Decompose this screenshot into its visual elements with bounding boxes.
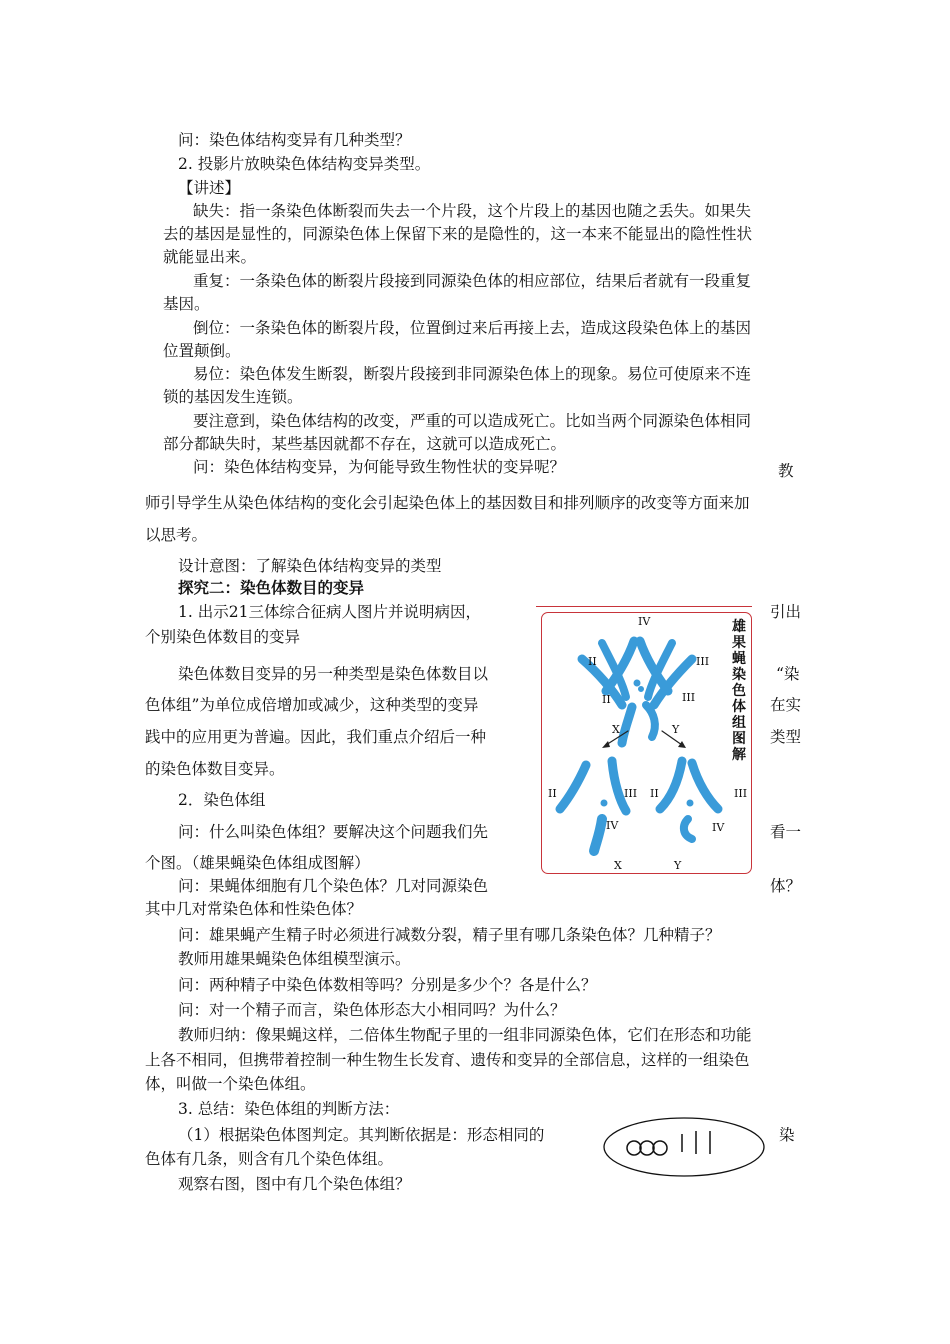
text-line-tra2: 锁的基因发生连锁。 [163, 388, 303, 406]
text-line-note1: 要注意到，染色体结构的改变，严重的可以造成死亡。比如当两个同源染色体相同 [193, 412, 752, 430]
text-line-teach1: 师引导学生从染色体结构的变化会引起染色体上的基因数目和排列顺序的改变等方面来加 [145, 494, 750, 512]
text-line-p2a: 染色体数目变异的另一种类型是染色体数目以 [178, 665, 489, 683]
label-ii-top: II [588, 655, 597, 668]
text-line-p10c: 体，叫做一个染色体组。 [145, 1075, 316, 1093]
label-iv-right-gamete: IV [712, 821, 725, 834]
gamete-y-chromosome-ii [660, 761, 682, 809]
text-line-step2: 2. 投影片放映染色体结构变异类型。 [178, 155, 431, 173]
text-line-p4c: 个图。（雄果蝇染色体组成图解） [145, 854, 370, 872]
label-x-top: X [612, 723, 620, 736]
label-ii-mid: II [602, 693, 611, 706]
fruit-fly-chromosome-diagram [541, 612, 752, 874]
text-line-p10a: 教师归纳：像果蝇这样，二倍体生物配子里的一组非同源染色体，它们在形态和功能 [178, 1026, 752, 1044]
text-line-p5a: 问：果蝇体细胞有几个染色体？几对同源染色 [178, 877, 489, 895]
label-iv-left-gamete: IV [606, 819, 619, 832]
text-line-p12b: 染 [779, 1126, 795, 1144]
text-line-p7: 教师用雄果蝇染色体组模型演示。 [178, 950, 411, 968]
text-line-p1c: 个别染色体数目的变异 [145, 628, 301, 646]
text-line-p2f: 类型 [770, 728, 802, 746]
text-line-q-why: 问：染色体结构变异，为何能导致生物性状的变异呢？ [193, 458, 566, 476]
label-ii-right-gamete: II [650, 787, 659, 800]
gamete-y-chromosome-iii [692, 763, 718, 809]
text-line-explore2: 探究二：染色体数目的变异 [178, 578, 365, 597]
chromosome-iv-dot-2 [639, 687, 644, 692]
text-line-teach-a: 教 [778, 462, 794, 480]
label-x-bottom: X [614, 859, 622, 872]
text-line-p2b: “染 [776, 665, 800, 683]
ellipse-outline [604, 1118, 764, 1176]
text-line-p2c: 色体组”为单位成倍增加或减少，这种类型的变异 [145, 696, 479, 714]
text-line-p12a: （1）根据染色体图判定。其判断依据是：形态相同的 [178, 1126, 545, 1144]
text-line-note2: 部分都缺失时，某些基因就都不存在，这就可以造成死亡。 [163, 435, 567, 453]
divider-line [536, 606, 752, 607]
text-line-p6: 问：雄果蝇产生精子时必须进行减数分裂，精子里有哪几条染色体？几种精子？ [178, 926, 721, 944]
text-line-p11: 3. 总结：染色体组的判断方法： [178, 1100, 400, 1118]
text-line-del1: 缺失：指一条染色体断裂而失去一个片段，这个片段上的基因也随之丢失。如果失 [193, 202, 752, 220]
round-chromosome-3 [653, 1141, 667, 1155]
text-line-p5b: 体？ [770, 877, 802, 895]
text-line-p10b: 上各不相同，但携带着控制一种生物生长发育、遗传和变异的全部信息，这样的一组染色 [145, 1051, 750, 1069]
label-y-top: Y [672, 723, 680, 736]
text-line-p8: 问：两种精子中染色体数相等吗？分别是多少个？各是什么？ [178, 976, 597, 994]
text-line-p1b: 引出 [770, 603, 802, 621]
text-line-p13: 观察右图，图中有几个染色体组？ [178, 1175, 411, 1193]
label-iii-mid: III [682, 691, 696, 704]
text-line-del2: 去的基因是显性的，同源染色体上保留下来的是隐性的，这一本来不能显出的隐性性状 [163, 225, 753, 243]
round-chromosome-1 [627, 1141, 641, 1155]
text-line-p2e: 践中的应用更为普遍。因此，我们重点介绍后一种 [145, 728, 487, 746]
gamete-x-chromosome-iii [612, 761, 626, 811]
text-line-dup1: 重复：一条染色体的断裂片段接到同源染色体的相应部位，结果后者就有一段重复 [193, 272, 752, 290]
gamete-x-chromosome-iv [601, 800, 607, 806]
arrowhead-right [678, 741, 686, 748]
text-line-p1a: 1. 出示21三体综合征病人图片并说明病因， [178, 603, 481, 621]
gamete-x-chromosome-ii [560, 765, 586, 809]
text-line-p5c: 其中几对常染色体和性染色体？ [145, 900, 363, 918]
text-line-p3: 2．染色体组 [178, 791, 266, 809]
text-line-p2d: 在实 [770, 696, 802, 714]
label-iii-left-gamete: III [624, 787, 638, 800]
label-ii-left-gamete: II [548, 787, 557, 800]
label-iii-right-gamete: III [734, 787, 748, 800]
text-line-p9: 问：对一个精子而言，染色体形态大小相同吗？为什么？ [178, 1001, 566, 1019]
text-line-q-types: 问：染色体结构变异有几种类型？ [178, 131, 411, 149]
label-y-bottom: Y [674, 859, 682, 872]
text-line-teach2: 以思考。 [145, 526, 208, 544]
text-line-lecture: 【讲述】 [178, 179, 241, 197]
label-iv-top: IV [638, 615, 651, 628]
text-line-dup2: 基因。 [163, 295, 210, 313]
chromosome-iv-dot [634, 680, 640, 686]
diagram-title: 雄果蝇染色体组图解 [732, 619, 746, 763]
gamete-x-chromosome-x [594, 819, 602, 851]
label-iii-top: III [696, 655, 710, 668]
text-line-intent: 设计意图：了解染色体结构变异的类型 [178, 557, 442, 575]
text-line-inv2: 位置颠倒。 [163, 342, 241, 360]
arrowhead-left [602, 741, 610, 748]
text-line-p12c: 色体有几条，则含有几个染色体组。 [145, 1150, 394, 1168]
chromosome-set-ellipse-diagram [602, 1116, 766, 1178]
text-line-p4b: 看一 [770, 823, 802, 841]
round-chromosome-2 [640, 1141, 654, 1155]
chromosome-y [646, 705, 655, 737]
chromosome-drawing [542, 613, 732, 873]
chromosome-x [622, 707, 632, 743]
text-line-del3: 就能显出来。 [163, 248, 257, 266]
text-line-p4a: 问：什么叫染色体组？要解决这个问题我们先 [178, 823, 489, 841]
gamete-y-chromosome-y [684, 819, 692, 839]
text-line-tra1: 易位：染色体发生断裂，断裂片段接到非同源染色体上的现象。易位可使原来不连 [193, 365, 752, 383]
text-line-inv1: 倒位：一条染色体的断裂片段，位置倒过来后再接上去，造成这段染色体上的基因 [193, 319, 752, 337]
text-line-p2g: 的染色体数目变异。 [145, 760, 285, 778]
gamete-y-chromosome-iv [687, 800, 693, 806]
